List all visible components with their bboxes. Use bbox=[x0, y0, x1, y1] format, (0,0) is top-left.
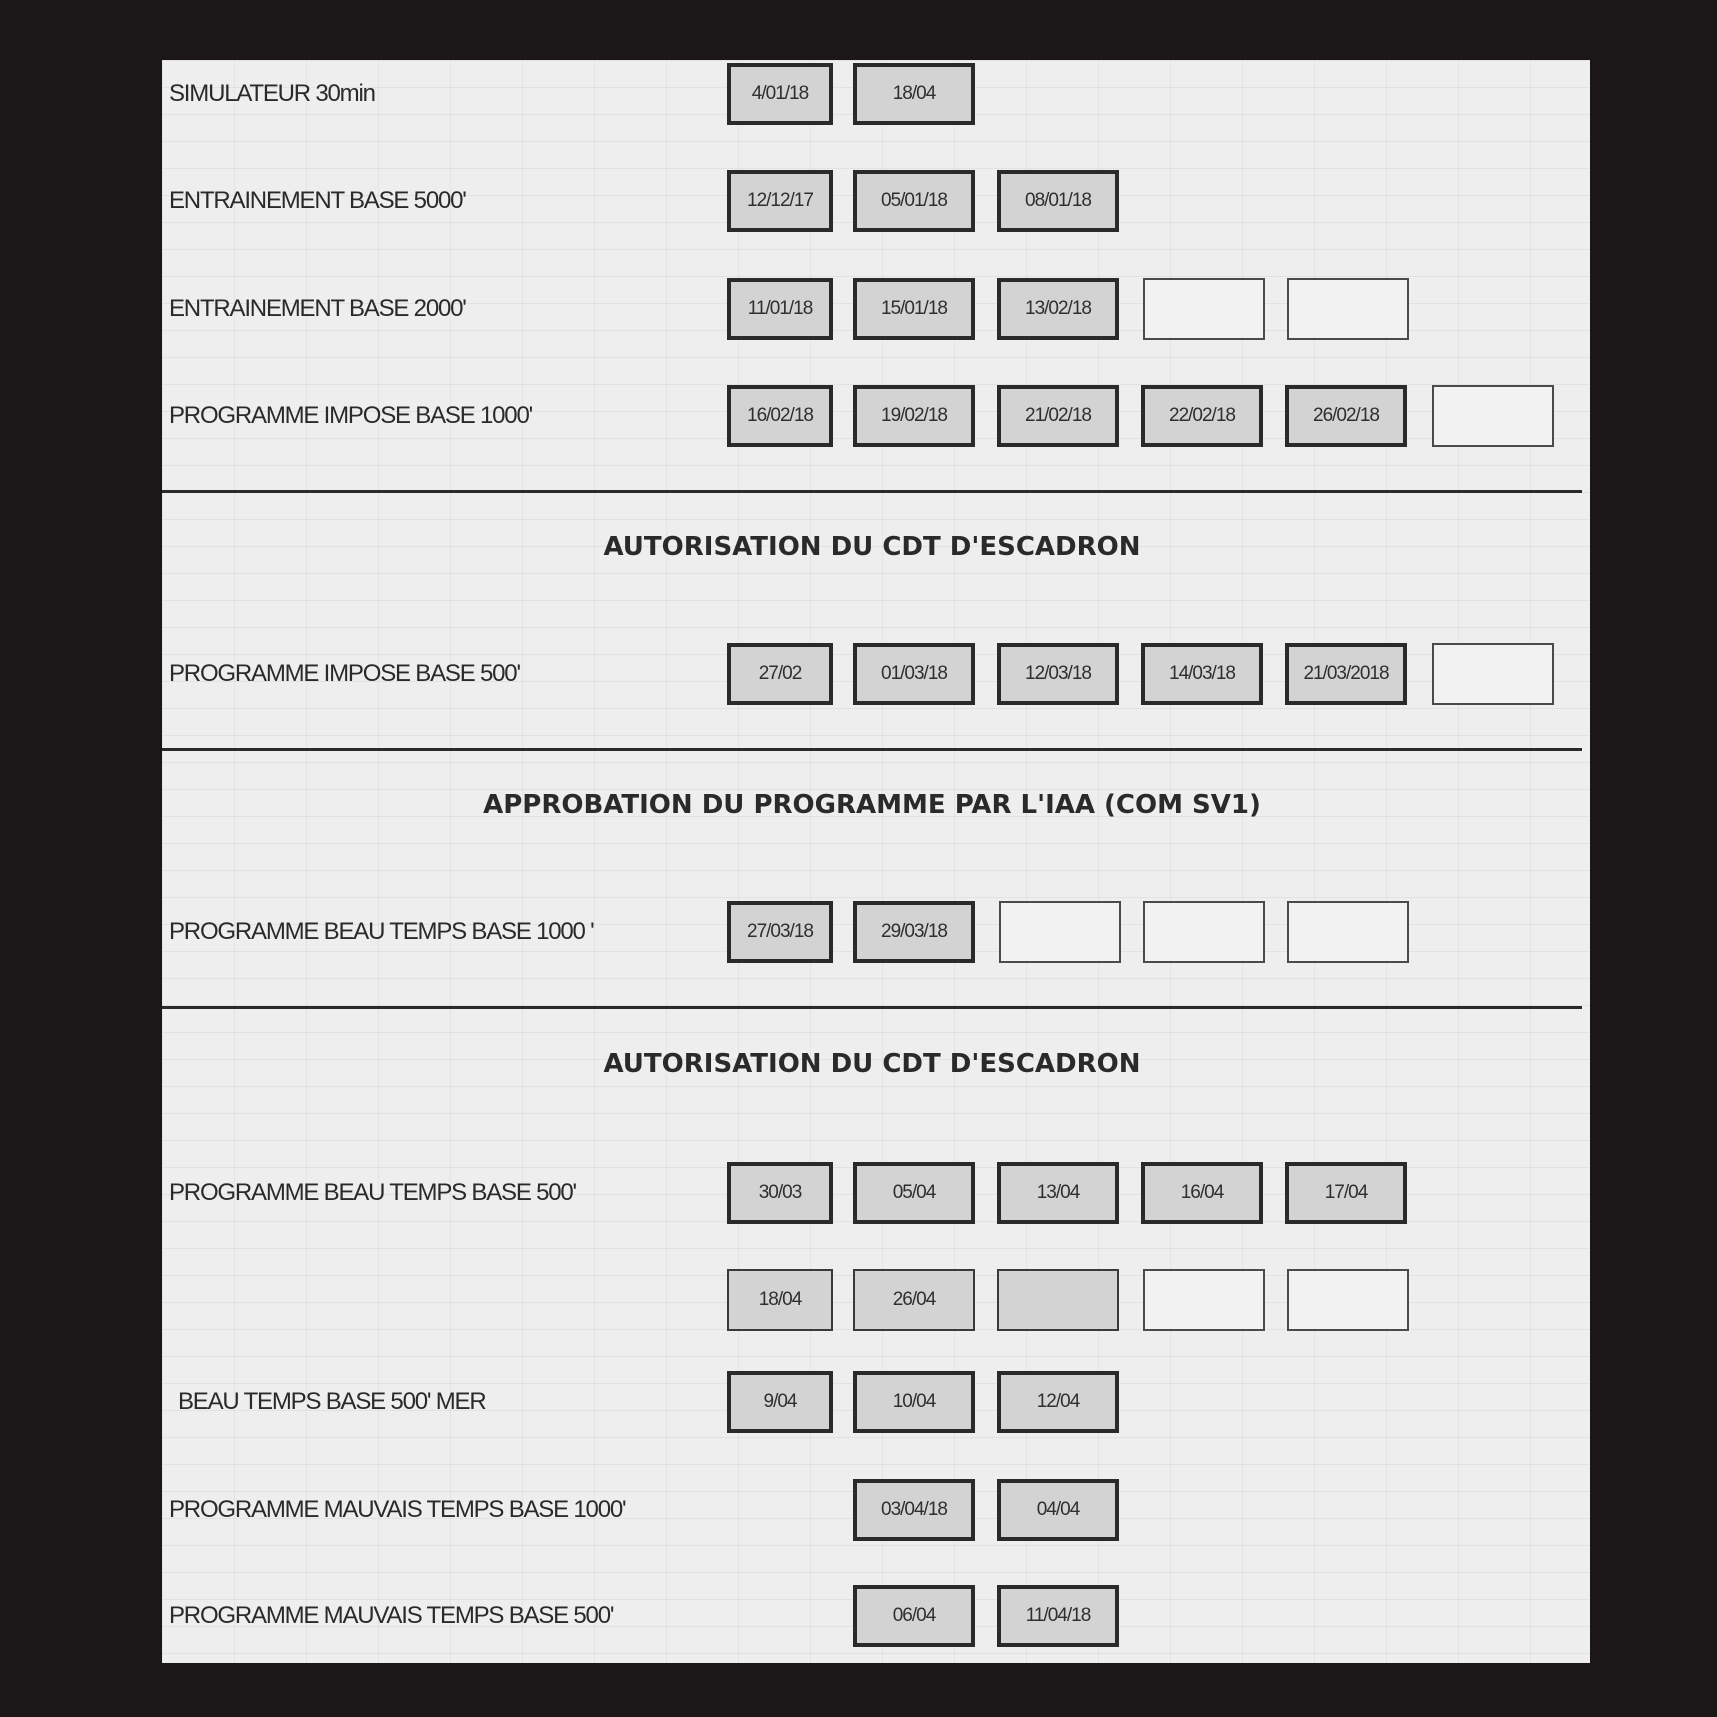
date-cell[interactable]: 12/04 bbox=[997, 1371, 1119, 1433]
date-cell[interactable]: 13/04 bbox=[997, 1162, 1119, 1224]
date-cell-empty[interactable] bbox=[1143, 278, 1265, 340]
section-divider bbox=[162, 1006, 1582, 1009]
section-header: AUTORISATION DU CDT D'ESCADRON bbox=[603, 1049, 1141, 1079]
section-divider bbox=[162, 490, 1582, 493]
date-cell[interactable]: 11/01/18 bbox=[727, 278, 833, 340]
date-cell[interactable]: 27/02 bbox=[727, 643, 833, 705]
date-cell[interactable]: 26/02/18 bbox=[1285, 385, 1407, 447]
row-label: PROGRAMME IMPOSE BASE 500' bbox=[169, 660, 520, 687]
date-cell[interactable]: 12/03/18 bbox=[997, 643, 1119, 705]
section-header: AUTORISATION DU CDT D'ESCADRON bbox=[603, 532, 1141, 562]
date-cell-empty[interactable] bbox=[1143, 901, 1265, 963]
date-cell[interactable]: 05/01/18 bbox=[853, 170, 975, 232]
date-cell[interactable]: 22/02/18 bbox=[1141, 385, 1263, 447]
section-header: APPROBATION DU PROGRAMME PAR L'IAA (COM SV1) bbox=[483, 790, 1261, 820]
date-cell[interactable]: 29/03/18 bbox=[853, 901, 975, 963]
row-label: BEAU TEMPS BASE 500' MER bbox=[178, 1388, 486, 1415]
date-cell[interactable]: 06/04 bbox=[853, 1585, 975, 1647]
row-label: PROGRAMME MAUVAIS TEMPS BASE 1000' bbox=[169, 1496, 626, 1523]
schedule-sheet bbox=[162, 60, 1590, 1663]
date-cell[interactable]: 30/03 bbox=[727, 1162, 833, 1224]
date-cell[interactable]: 21/03/2018 bbox=[1285, 643, 1407, 705]
date-cell[interactable]: 9/04 bbox=[727, 1371, 833, 1433]
date-cell-empty[interactable] bbox=[1287, 278, 1409, 340]
row-label: PROGRAMME IMPOSE BASE 1000' bbox=[169, 402, 532, 429]
date-cell[interactable]: 13/02/18 bbox=[997, 278, 1119, 340]
date-cell[interactable]: 17/04 bbox=[1285, 1162, 1407, 1224]
date-cell-empty[interactable] bbox=[1143, 1269, 1265, 1331]
date-cell[interactable]: 05/04 bbox=[853, 1162, 975, 1224]
date-cell[interactable]: 18/04 bbox=[853, 63, 975, 125]
date-cell-empty[interactable] bbox=[1287, 901, 1409, 963]
date-cell[interactable]: 01/03/18 bbox=[853, 643, 975, 705]
date-cell[interactable]: 04/04 bbox=[997, 1479, 1119, 1541]
date-cell[interactable]: 15/01/18 bbox=[853, 278, 975, 340]
date-cell-empty[interactable] bbox=[1287, 1269, 1409, 1331]
date-cell[interactable]: 10/04 bbox=[853, 1371, 975, 1433]
date-cell[interactable]: 19/02/18 bbox=[853, 385, 975, 447]
row-label: ENTRAINEMENT BASE 2000' bbox=[169, 295, 466, 322]
row-label: PROGRAMME BEAU TEMPS BASE 500' bbox=[169, 1179, 576, 1206]
date-cell[interactable]: 21/02/18 bbox=[997, 385, 1119, 447]
row-label: ENTRAINEMENT BASE 5000' bbox=[169, 187, 466, 214]
date-cell[interactable]: 12/12/17 bbox=[727, 170, 833, 232]
row-label: SIMULATEUR 30min bbox=[169, 80, 375, 107]
date-cell[interactable] bbox=[997, 1269, 1119, 1331]
date-cell[interactable]: 08/01/18 bbox=[997, 170, 1119, 232]
date-cell[interactable]: 11/04/18 bbox=[997, 1585, 1119, 1647]
date-cell-empty[interactable] bbox=[1432, 385, 1554, 447]
date-cell[interactable]: 26/04 bbox=[853, 1269, 975, 1331]
row-label: PROGRAMME BEAU TEMPS BASE 1000 ' bbox=[169, 918, 594, 945]
date-cell[interactable]: 16/02/18 bbox=[727, 385, 833, 447]
date-cell-empty[interactable] bbox=[1432, 643, 1554, 705]
row-label: PROGRAMME MAUVAIS TEMPS BASE 500' bbox=[169, 1602, 614, 1629]
section-divider bbox=[162, 748, 1582, 751]
date-cell[interactable]: 14/03/18 bbox=[1141, 643, 1263, 705]
date-cell[interactable]: 27/03/18 bbox=[727, 901, 833, 963]
date-cell[interactable]: 4/01/18 bbox=[727, 63, 833, 125]
date-cell[interactable]: 16/04 bbox=[1141, 1162, 1263, 1224]
date-cell[interactable]: 18/04 bbox=[727, 1269, 833, 1331]
date-cell-empty[interactable] bbox=[999, 901, 1121, 963]
date-cell[interactable]: 03/04/18 bbox=[853, 1479, 975, 1541]
